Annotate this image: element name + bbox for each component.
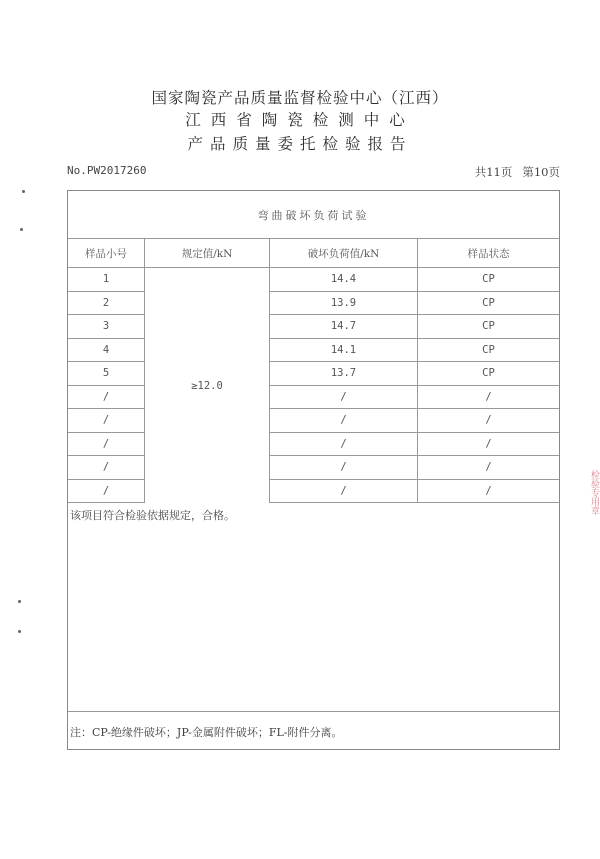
- col-header-sample-no: 样品小号: [68, 239, 145, 267]
- cell-failure-load: 14.4: [270, 268, 418, 291]
- table-row: [68, 386, 559, 410]
- cell-sample-no: /: [68, 480, 145, 503]
- table-row: [68, 362, 559, 386]
- cell-sample-state: /: [485, 414, 492, 427]
- cell-sample-state: CP: [482, 343, 495, 356]
- cell-sample-state: CP: [482, 367, 495, 380]
- table-row: [68, 268, 559, 292]
- cell-failure-load: 13.9: [270, 292, 418, 315]
- cell-sample-no: 1: [68, 268, 145, 291]
- cell-sample-no: /: [68, 456, 145, 479]
- scan-speck: [18, 600, 21, 603]
- cell-failure-load: /: [270, 433, 418, 456]
- header-report-title: 产品质量委托检验报告: [187, 135, 413, 153]
- note-divider: [68, 711, 559, 712]
- scan-speck: [20, 228, 23, 231]
- table-row: [68, 456, 559, 480]
- cell-sample-no: /: [68, 409, 145, 432]
- cell-sample-no: 3: [68, 315, 145, 338]
- test-table: [67, 190, 560, 750]
- cell-sample-no: 4: [68, 339, 145, 362]
- report-number: No.PW2017260: [67, 164, 147, 177]
- cell-failure-load: 14.1: [270, 339, 418, 362]
- conclusion-text: 该项目符合检验依据规定，合格。: [70, 509, 235, 522]
- table-row: [68, 433, 559, 457]
- cell-sample-state: /: [485, 484, 492, 497]
- spec-value-cell: ≥12.0: [145, 268, 270, 503]
- cell-sample-state: CP: [482, 273, 495, 286]
- partial-seal-stamp: 检验专用章: [589, 470, 599, 515]
- cell-sample-state: CP: [482, 320, 495, 333]
- page-indicator: [465, 164, 560, 180]
- table-row: [68, 409, 559, 433]
- cell-sample-state: /: [485, 390, 492, 403]
- cell-sample-no: 5: [68, 362, 145, 385]
- table-header-row: [68, 239, 559, 268]
- cell-failure-load: /: [270, 409, 418, 432]
- cell-failure-load: /: [270, 456, 418, 479]
- col-header-failure-load: 破坏负荷值/kN: [270, 239, 418, 267]
- cell-sample-state: /: [485, 461, 492, 474]
- col-header-spec: 规定值/kN: [145, 239, 270, 267]
- cell-failure-load: 14.7: [270, 315, 418, 338]
- table-title-row: [68, 191, 559, 239]
- cell-failure-load: /: [270, 386, 418, 409]
- cell-sample-state: /: [485, 437, 492, 450]
- table-row: [68, 339, 559, 363]
- cell-failure-load: 13.7: [270, 362, 418, 385]
- cell-sample-no: /: [68, 386, 145, 409]
- table-row: [68, 292, 559, 316]
- cell-sample-state: CP: [482, 296, 495, 309]
- header-provincial-center: 江西省陶瓷检测中心: [185, 111, 415, 129]
- header-center-name: 国家陶瓷产品质量监督检验中心（江西）: [151, 89, 449, 107]
- table-row: [68, 480, 559, 504]
- cell-sample-no: 2: [68, 292, 145, 315]
- cell-sample-no: /: [68, 433, 145, 456]
- cell-failure-load: /: [270, 480, 418, 503]
- col-header-sample-state: 样品状态: [467, 247, 510, 260]
- current-page: 第10页: [522, 165, 560, 179]
- scan-speck: [22, 190, 25, 193]
- footnote-text: 注：CP-绝缘件破坏；JP-金属附件破坏；FL-附件分离。: [70, 726, 343, 739]
- table-title: 弯曲破坏负荷试验: [257, 208, 370, 222]
- table-row: [68, 315, 559, 339]
- total-pages: 共11页: [474, 165, 513, 179]
- scan-speck: [18, 630, 21, 633]
